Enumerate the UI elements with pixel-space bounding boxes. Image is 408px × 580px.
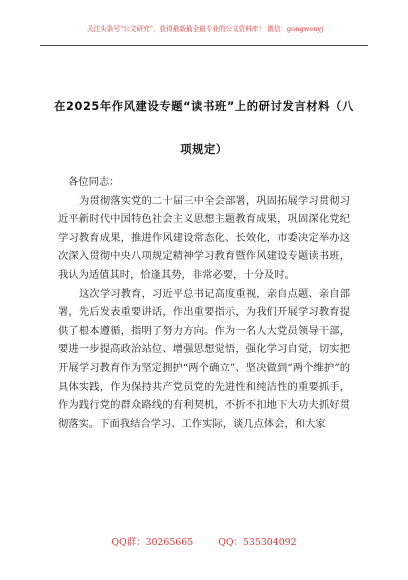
footer-contact: [0, 534, 408, 548]
header-banner: 关注头条号“公文研究”，获得最新最全最专业的公文资料库！ 微信：gongwenyj: [86, 25, 324, 33]
title-line-2: 项规定）: [180, 143, 228, 156]
title-line-1: 在2025年作风建设专题“读书班”上的研讨发言材料（八: [54, 100, 354, 113]
document-title: [50, 93, 358, 163]
salutation: 各位同志：: [68, 176, 120, 188]
paragraph-1: 为贯彻落实党的二十届三中全会部署，巩固拓展学习贯彻习近平新时代中国特色社会主义思想主题教育成果，巩固深化党纪学习教育成果，推进作风建设常态化、长效化，市委决定举办这次深入贯彻中央八项规定精神学习教育暨作风建设专题读书班，我认为适值其时，恰逢其势，非常必要，十分及时。: [58, 194, 350, 281]
footer-qq-group: QQ群：30265665: [111, 537, 194, 548]
paragraph-2: 这次学习教育，习近平总书记高度重视，亲自点题、亲自部署，先后发表重要讲话，作出重要指示，为我们开展学习教育提供了根本遵循，指明了努力方向。作为一名人大党员领导干部，要进一步提高政治站位、增强思想觉悟，强化学习自觉，切实把开展学习教育作为坚定拥护“两个确立”、坚决做到“两个维护”的具体实践，作为保持共产党员党的先进性和纯洁性的重要抓手，作为践行党的群众路线的有利契机，不折不扣地下大功夫抓好贯彻落实。下面我结合学习、工作实际，谈几点体会，和大家: [58, 287, 350, 430]
document-body: [58, 173, 350, 433]
footer-qq: QQ：535304092: [218, 537, 297, 548]
header-divider: [40, 45, 368, 46]
